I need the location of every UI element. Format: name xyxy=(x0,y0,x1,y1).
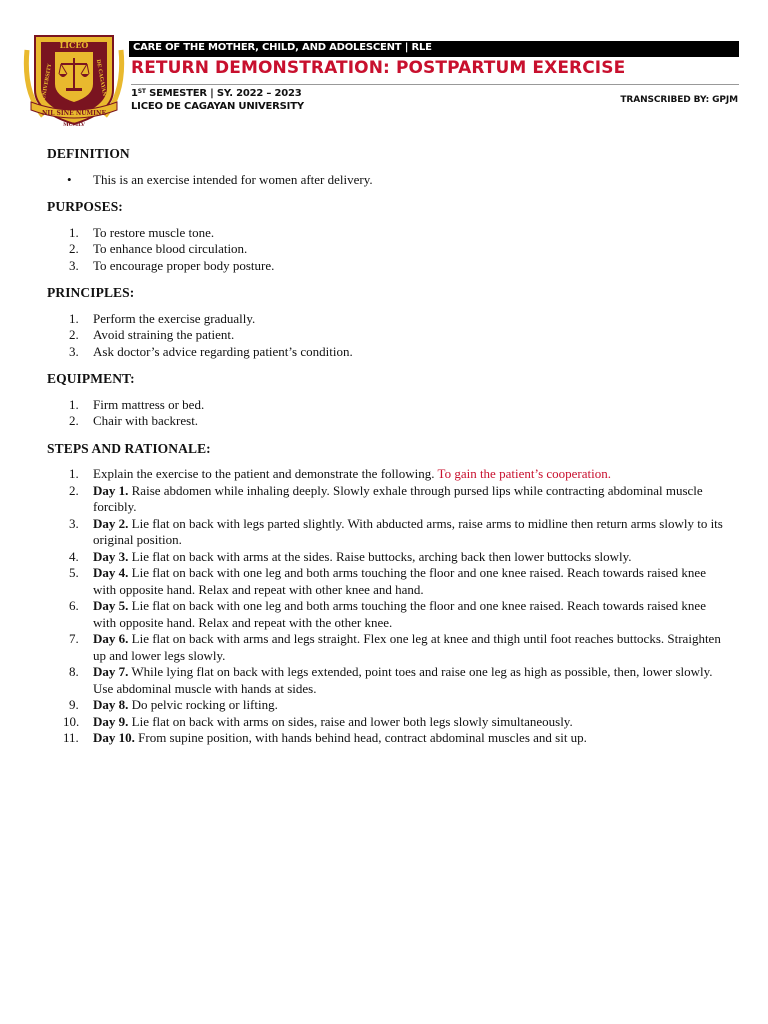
list-item xyxy=(47,697,727,714)
step-day-label: Day 2. xyxy=(93,515,129,531)
list-item xyxy=(47,397,727,414)
list-item-text: To enhance blood circulation. xyxy=(93,241,248,256)
step-text: Lie flat on back with one leg and both arms touching the floor and one knee raised. Reach towards raised knee with opposite hand. Relax and repeat with other knee and hand. xyxy=(93,565,706,597)
list-number: 8. xyxy=(69,664,79,679)
title-divider xyxy=(131,84,739,85)
step-day-label: Day 1. xyxy=(93,482,129,498)
page-title: RETURN DEMONSTRATION: POSTPARTUM EXERCISE xyxy=(131,58,626,78)
list-item xyxy=(47,483,727,516)
step-text: Lie flat on back with one leg and both arms touching the floor and one knee raised. Reach towards raised knee with opposite hand. Relax and repeat with the other knee. xyxy=(93,598,706,630)
section-heading: DEFINITION xyxy=(47,146,130,161)
seal-motto: NIL SINE NUMINE xyxy=(41,110,107,117)
list-item xyxy=(47,327,727,344)
step-day-label: Day 7. xyxy=(93,664,129,679)
list-item xyxy=(47,516,727,549)
list-number: 3. xyxy=(69,515,79,531)
definition-section xyxy=(47,146,727,188)
seal-year: MCMLV xyxy=(63,122,85,128)
list-number: 7. xyxy=(69,631,79,646)
steps-section xyxy=(47,441,727,747)
list-number: 5. xyxy=(69,565,79,580)
step-day-label: Day 10. xyxy=(93,730,135,745)
bullet-icon: • xyxy=(67,171,72,187)
step-day-label: Day 3. xyxy=(93,548,129,564)
list-number: 1. xyxy=(69,396,79,412)
list-item xyxy=(47,344,727,361)
list-item-text: Perform the exercise gradually. xyxy=(93,310,256,326)
list-item-text: To restore muscle tone. xyxy=(93,224,215,240)
list-item xyxy=(47,664,727,697)
list-item-text: Ask doctor’s advice regarding patient’s condition. xyxy=(93,343,353,359)
step-text: Lie flat on back with arms on sides, raise and lower both legs slowly simultaneously. xyxy=(128,713,573,729)
list-number: 2. xyxy=(69,482,79,498)
step-day-label: Day 8. xyxy=(93,697,129,712)
list-item xyxy=(47,466,727,483)
semester-line xyxy=(131,88,302,100)
purposes-section xyxy=(47,199,727,274)
step-day-label: Day 5. xyxy=(93,598,129,613)
step-text: Lie flat on back with legs parted slightly. With abducted arms, raise arms to midline then return arms slowly to its original position. xyxy=(93,515,723,547)
section-heading: PRINCIPLES: xyxy=(47,285,135,300)
list-number: 2. xyxy=(69,241,79,256)
list-item-text: Firm mattress or bed. xyxy=(93,396,205,412)
list-item-text: Avoid straining the patient. xyxy=(93,327,235,342)
list-item xyxy=(47,730,727,747)
section-heading: EQUIPMENT: xyxy=(47,371,135,386)
list-item xyxy=(47,241,727,258)
step-day-label: Day 9. xyxy=(93,713,129,729)
list-number: 11. xyxy=(63,730,79,745)
list-number: 2. xyxy=(69,327,79,342)
seal-top-text: LICEO xyxy=(59,40,89,50)
semester-school-year: SEMESTER | SY. 2022 – 2023 xyxy=(145,88,302,99)
transcribed-by: TRANSCRIBED BY: GPJM xyxy=(620,95,738,105)
list-number: 1. xyxy=(69,224,79,240)
list-item xyxy=(47,311,727,328)
list-number: 1. xyxy=(69,310,79,326)
principles-section xyxy=(47,285,727,360)
list-number: 2. xyxy=(69,413,79,428)
list-number: 1. xyxy=(69,466,79,481)
semester-ordinal-suffix: ST xyxy=(137,88,146,95)
list-item xyxy=(47,598,727,631)
list-item-text: Chair with backrest. xyxy=(93,413,199,428)
equipment-section xyxy=(47,371,727,430)
list-number: 4. xyxy=(69,548,79,564)
step-text: Raise abdomen while inhaling deeply. Slowly exhale through pursed lips while contracting abdominal muscle forcibly. xyxy=(93,482,703,514)
step-text: While lying flat on back with legs extended, point toes and raise one leg as high as possible, then, lower slowly. Use abdominal muscle with hands at sides. xyxy=(93,664,713,696)
list-number: 3. xyxy=(69,257,79,273)
list-item xyxy=(47,225,727,242)
list-item xyxy=(47,631,727,664)
semester-ordinal: 1 xyxy=(131,88,138,99)
step-day-label: Day 4. xyxy=(93,565,129,580)
seal-right-text: DE CAGAYAN xyxy=(94,58,108,97)
list-item xyxy=(47,549,727,566)
list-number: 10. xyxy=(63,713,80,729)
list-item xyxy=(47,565,727,598)
seal-left-text: UNIVERSITY xyxy=(40,63,54,101)
list-number: 3. xyxy=(69,343,79,359)
step-text: From supine position, with hands behind head, contract abdominal muscles and sit up. xyxy=(134,730,587,745)
list-item xyxy=(47,172,727,189)
step-text: Explain the exercise to the patient and demonstrate the following. xyxy=(93,466,438,481)
step-text: Lie flat on back with arms at the sides. Raise buttocks, arching back then lower buttocks slowly. xyxy=(128,548,632,564)
section-heading: PURPOSES: xyxy=(47,199,123,214)
step-text: Lie flat on back with arms and legs straight. Flex one leg at knee and thigh until foot reaches buttocks. Straighten up and lower legs slowly. xyxy=(93,631,721,663)
document-body xyxy=(47,146,727,758)
course-title: CARE OF THE MOTHER, CHILD, AND ADOLESCENT | RLE xyxy=(133,42,432,53)
list-number: 9. xyxy=(69,697,79,712)
list-item xyxy=(47,714,727,731)
step-rationale: To gain the patient’s cooperation. xyxy=(437,466,611,481)
section-heading: STEPS AND RATIONALE: xyxy=(47,440,211,456)
list-item xyxy=(47,258,727,275)
university-name: LICEO DE CAGAYAN UNIVERSITY xyxy=(131,101,304,112)
step-day-label: Day 6. xyxy=(93,631,129,646)
step-text: Do pelvic rocking or lifting. xyxy=(128,697,278,712)
list-item-text: To encourage proper body posture. xyxy=(93,257,275,273)
list-item xyxy=(47,413,727,430)
university-seal-logo xyxy=(21,32,127,130)
list-item-text: This is an exercise intended for women after delivery. xyxy=(93,171,373,187)
course-banner xyxy=(129,41,739,57)
list-number: 6. xyxy=(69,598,79,613)
